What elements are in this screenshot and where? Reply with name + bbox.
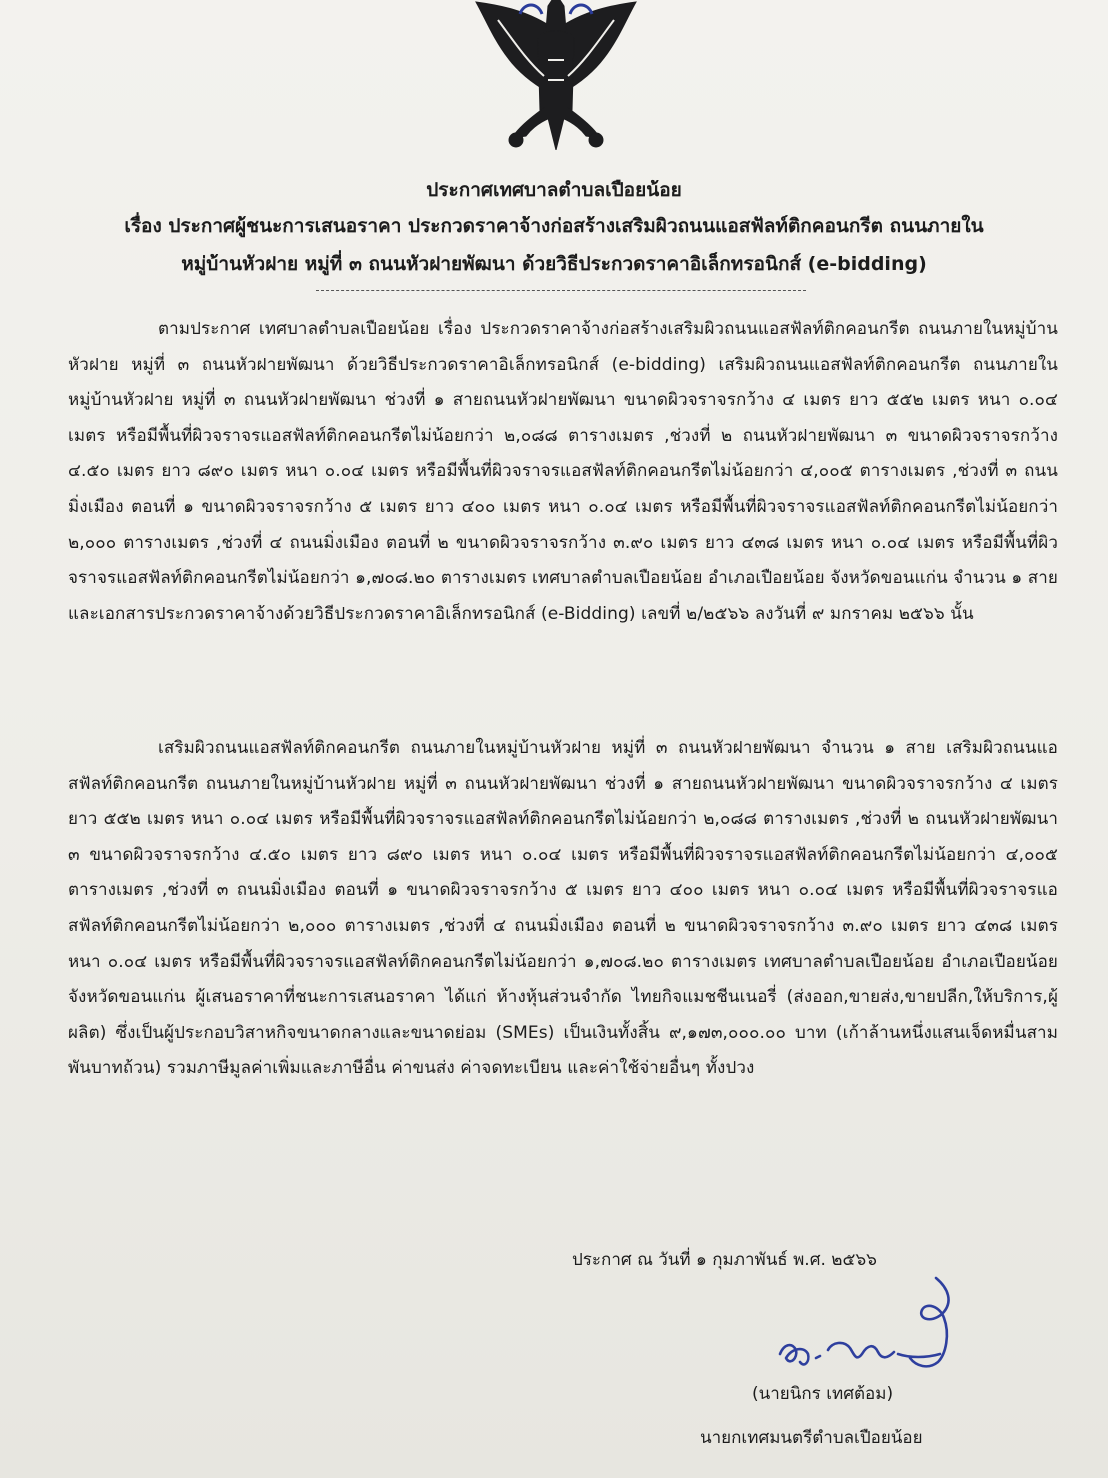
body-paragraph-1: ตามประกาศ เทศบาลตำบลเปือยน้อย เรื่อง ประกวดราคาจ้างก่อสร้างเสริมผิวถนนแอสฟัลท์ติกคอนกรีต ถนนภายในหมู่บ้านหัวฝาย หมู่ที่ ๓ ถนนหัวฝายพัฒนา ด้วยวิธีประกวดราคาอิเล็กทรอนิกส์ (e-bidding) เสริมผิวถนนแอสฟัลท์ติกคอนกรีต ถนนภายในหมู่บ้านหัวฝาย หมู่ที่ ๓ ถนนหัวฝายพัฒนา ช่วงที่ ๑ สายถนนหัวฝายพัฒนา ขนาดผิวจราจรกว้าง ๔ เมตร ยาว ๕๕๒ เมตร หนา ๐.๐๔ เมตร หรือมีพื้นที่ผิวจราจรแอสฟัลท์ติกคอนกรีตไม่น้อยกว่า ๒,๐๘๘ ตารางเมตร ,ช่วงที่ ๒ ถนนหัวฝายพัฒนา ๓ ขนาดผิวจราจรกว้าง ๔.๕๐ เมตร ยาว ๘๙๐ เมตร หนา ๐.๐๔ เมตร หรือมีพื้นที่ผิวจราจรแอสฟัลท์ติกคอนกรีตไม่น้อยกว่า ๔,๐๐๕ ตารางเมตร ,ช่วงที่ ๓ ถนนมิ่งเมือง ตอนที่ ๑ ขนาดผิวจราจรกว้าง ๕ เมตร ยาว ๔๐๐ เมตร หนา ๐.๐๔ เมตร หรือมีพื้นที่ผิวจราจรแอสฟัลท์ติกคอนกรีตไม่น้อยกว่า ๒,๐๐๐ ตารางเมตร ,ช่วงที่ ๔ ถนนมิ่งเมือง ตอนที่ ๒ ขนาดผิวจราจรกว้าง ๓.๙๐ เมตร ยาว ๔๓๘ เมตร หนา ๐.๐๔ เมตร หรือมีพื้นที่ผิวจราจรแอสฟัลท์ติกคอนกรีตไม่น้อยกว่า ๑,๗๐๘.๒๐ ตารางเมตร เทศบาลตำบลเปือยน้อย อำเภอเปือยน้อย จังหวัดขอนแก่น จำนวน ๑ สาย และเอกสารประกวดราคาจ้างด้วยวิธีประกวดราคาอิเล็กทรอนิกส์ (e-Bidding) เลขที่ ๒/๒๕๖๖ ลงวันที่ ๙ มกราคม ๒๕๖๖ นั้น	[68, 319, 1058, 624]
garuda-emblem-icon	[468, 0, 644, 150]
subject-line-2: หมู่บ้านหัวฝาย หมู่ที่ ๓ ถนนหัวฝายพัฒนา ด้วยวิธีประกวดราคาอิเล็กทรอนิกส์ (e-bidding)	[181, 253, 927, 275]
signer-position: นายกเทศมนตรีตำบลเปือยน้อย	[700, 1428, 923, 1448]
signature-icon	[770, 1258, 970, 1388]
body-paragraph-2: เสริมผิวถนนแอสฟัลท์ติกคอนกรีต ถนนภายในหมู่บ้านหัวฝาย หมู่ที่ ๓ ถนนหัวฝายพัฒนา จำนวน ๑ สาย เสริมผิวถนนแอสฟัลท์ติกคอนกรีต ถนนภายในหมู่บ้านหัวฝาย หมู่ที่ ๓ ถนนหัวฝายพัฒนา ช่วงที่ ๑ สายถนนหัวฝายพัฒนา ขนาดผิวจราจรกว้าง ๔ เมตร ยาว ๕๕๒ เมตร หนา ๐.๐๔ เมตร หรือมีพื้นที่ผิวจราจรแอสฟัลท์ติกคอนกรีตไม่น้อยกว่า ๒,๐๘๘ ตารางเมตร ,ช่วงที่ ๒ ถนนหัวฝายพัฒนา ๓ ขนาดผิวจราจรกว้าง ๔.๕๐ เมตร ยาว ๘๙๐ เมตร หนา ๐.๐๔ เมตร หรือมีพื้นที่ผิวจราจรแอสฟัลท์ติกคอนกรีตไม่น้อยกว่า ๔,๐๐๕ ตารางเมตร ,ช่วงที่ ๓ ถนนมิ่งเมือง ตอนที่ ๑ ขนาดผิวจราจรกว้าง ๕ เมตร ยาว ๔๐๐ เมตร หนา ๐.๐๔ เมตร หรือมีพื้นที่ผิวจราจรแอสฟัลท์ติกคอนกรีตไม่น้อยกว่า ๒,๐๐๐ ตารางเมตร ,ช่วงที่ ๔ ถนนมิ่งเมือง ตอนที่ ๒ ขนาดผิวจราจรกว้าง ๓.๙๐ เมตร ยาว ๔๓๘ เมตร หนา ๐.๐๔ เมตร หรือมีพื้นที่ผิวจราจรแอสฟัลท์ติกคอนกรีตไม่น้อยกว่า ๑,๗๐๘.๒๐ ตารางเมตร เทศบาลตำบลเปือยน้อย อำเภอเปือยน้อย จังหวัดขอนแก่น ผู้เสนอราคาที่ชนะการเสนอราคา ได้แก่ ห้างหุ้นส่วนจำกัด ไทยกิจแมชชีนเนอรี่ (ส่งออก,ขายส่ง,ขายปลีก,ให้บริการ,ผู้ผลิต) ซึ่งเป็นผู้ประกอบวิสาหกิจขนาดกลางและขนาดย่อม (SMEs) เป็นเงินทั้งสิ้น ๙,๑๗๓,๐๐๐.๐๐ บาท (เก้าล้านหนึ่งแสนเจ็ดหมื่นสามพันบาทถ้วน) รวมภาษีมูลค่าเพิ่มและภาษีอื่น ค่าขนส่ง ค่าจดทะเบียน และค่าใช้จ่ายอื่นๆ ทั้งปวง	[68, 738, 1058, 1079]
announcement-title: ประกาศเทศบาลตำบลเปือยน้อย	[426, 179, 682, 201]
dashed-divider	[316, 290, 806, 291]
announcement-date: ประกาศ ณ วันที่ ๑ กุมภาพันธ์ พ.ศ. ๒๕๖๖	[572, 1250, 877, 1270]
signer-name: (นายนิกร เทศต้อม)	[752, 1384, 894, 1404]
subject-line-1: เรื่อง ประกาศผู้ชนะการเสนอราคา ประกวดราคาจ้างก่อสร้างเสริมผิวถนนแอสฟัลท์ติกคอนกรีต ถนนภายใน	[124, 215, 984, 237]
